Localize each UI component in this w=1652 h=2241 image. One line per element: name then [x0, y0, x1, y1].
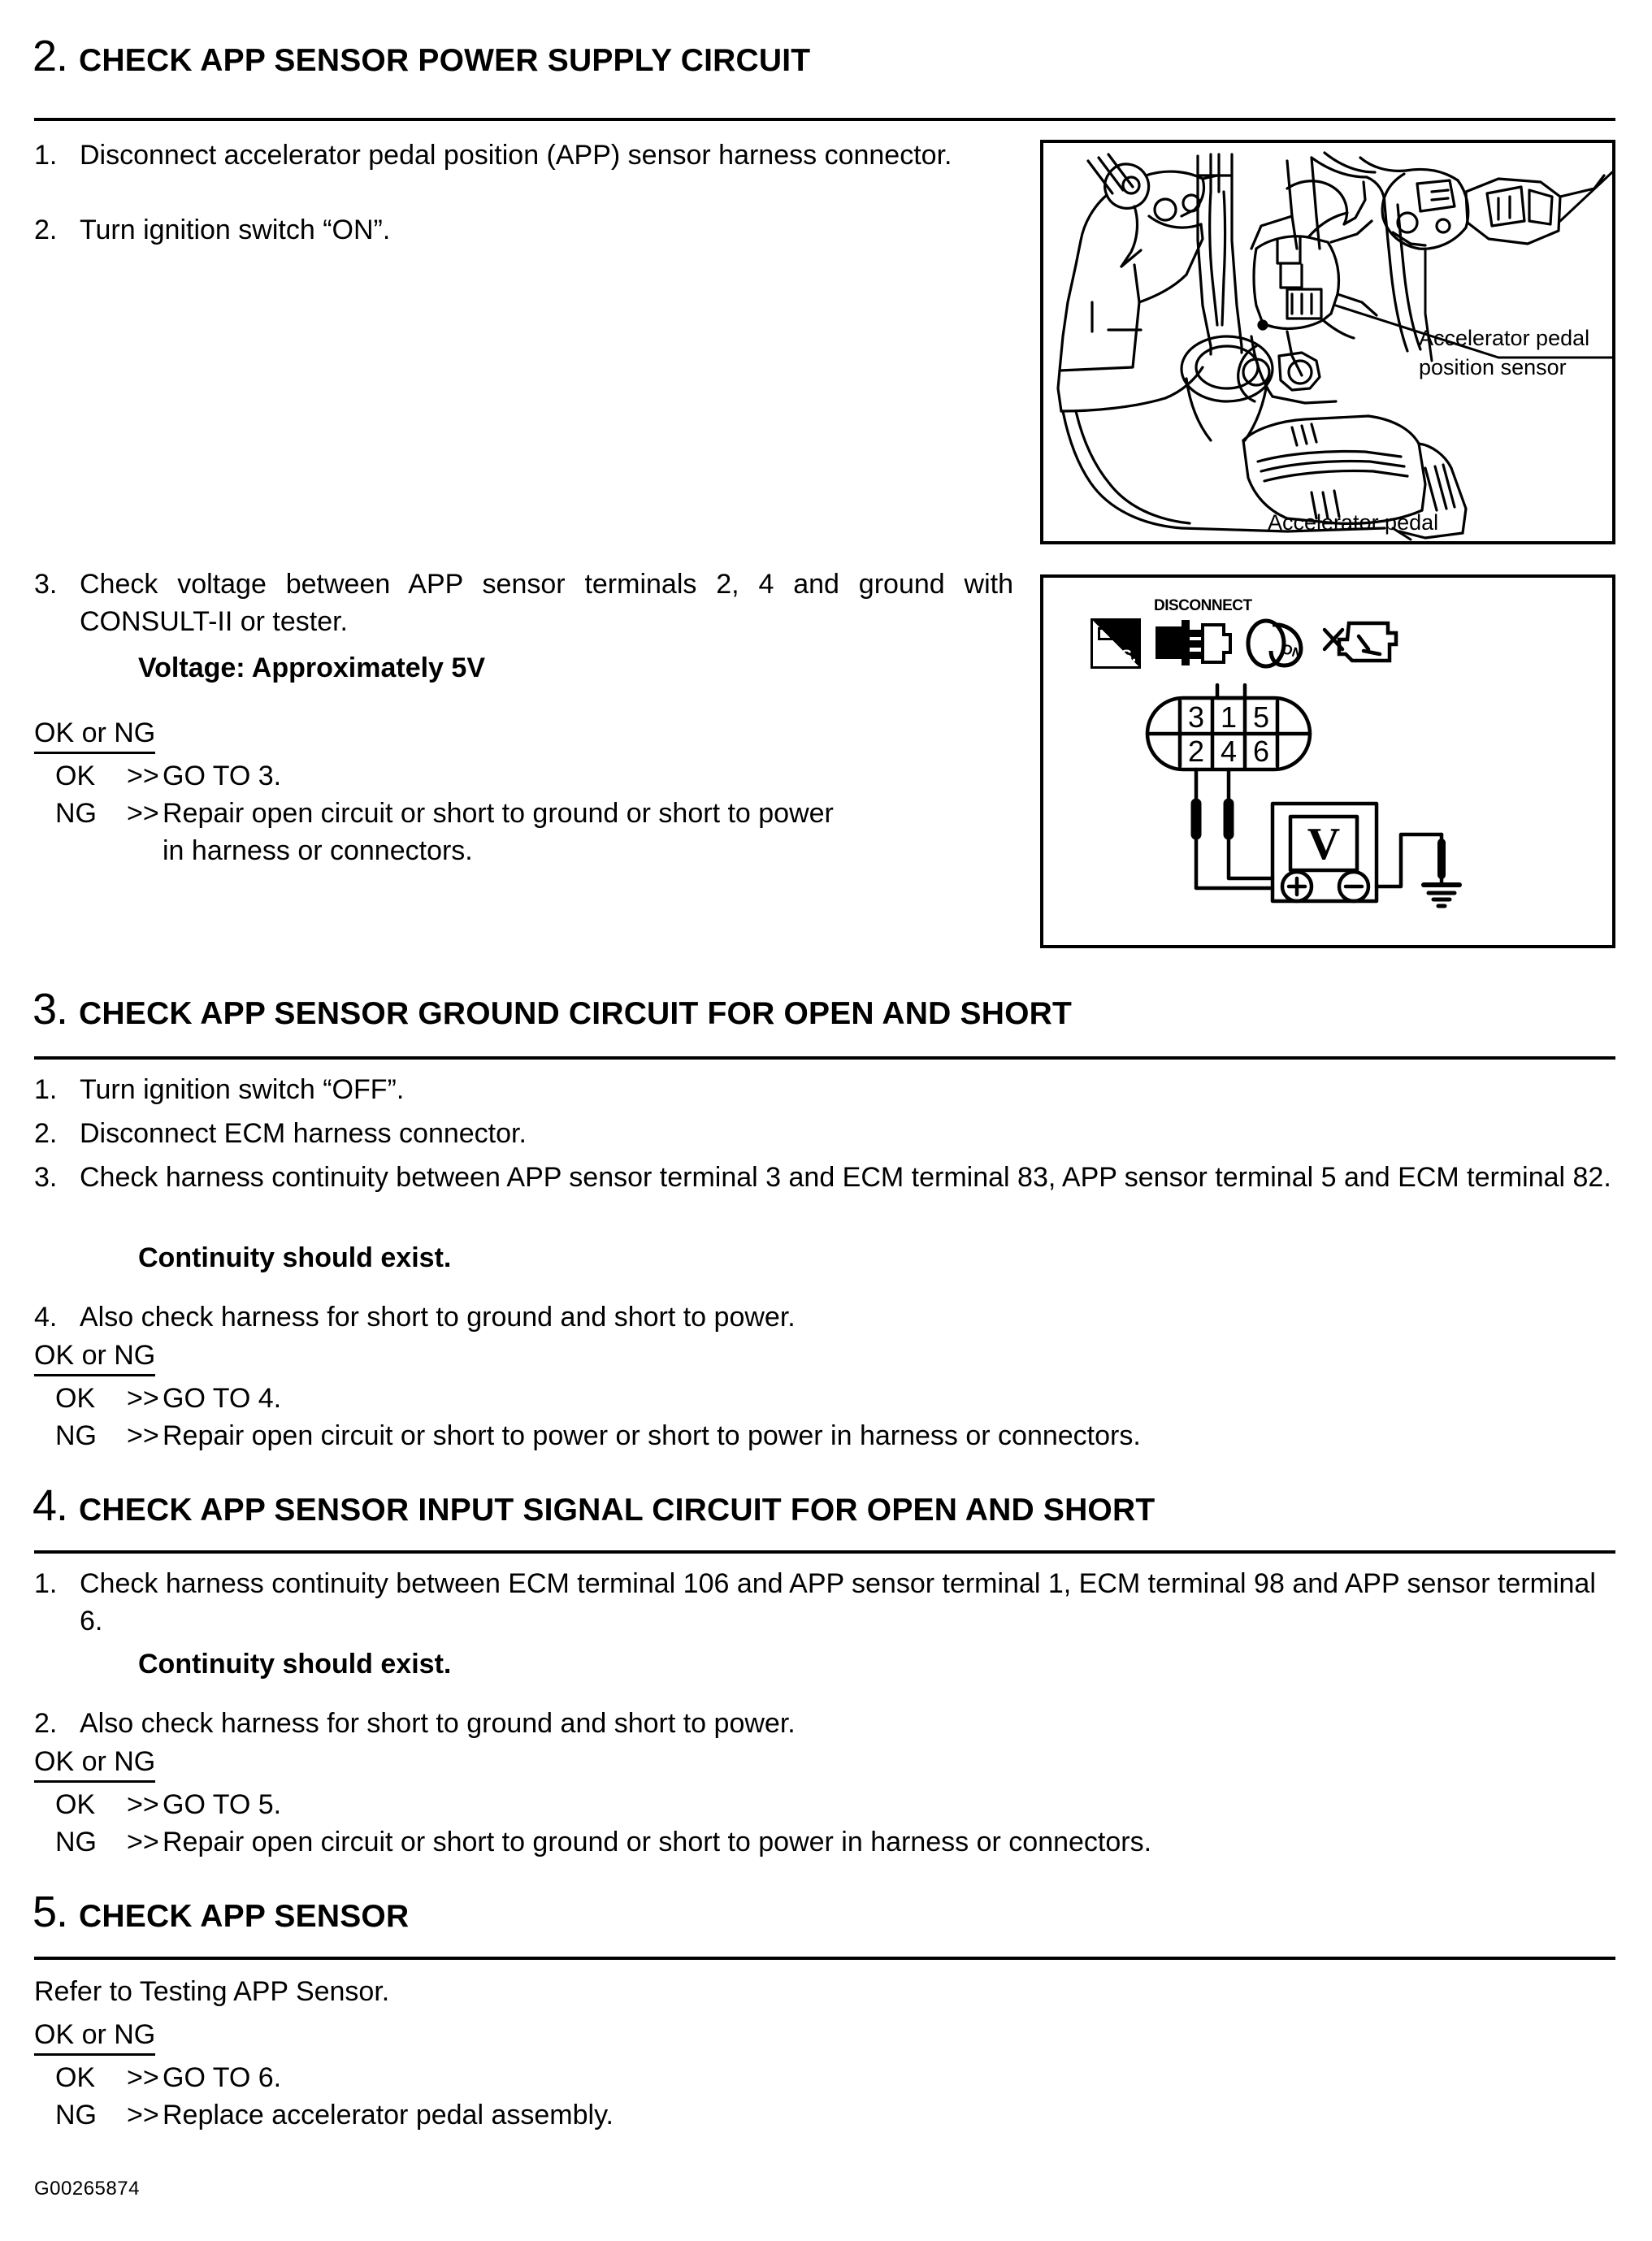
okng-result-row [55, 2059, 1030, 2096]
ts-label: T.S. [1108, 647, 1136, 665]
okng-label: OK or NG [34, 2018, 155, 2056]
section-rule-5 [34, 1957, 1615, 1960]
ignition-on-icon [1245, 618, 1308, 669]
section-rule-2 [34, 118, 1615, 121]
step-item [34, 1298, 1578, 1336]
step-text: Check voltage between APP sensor terminals 2, 4 and ground with CONSULT-II or tester. [80, 569, 1013, 637]
engine-off-icon [1321, 618, 1399, 669]
section-title: CHECK APP SENSOR INPUT SIGNAL CIRCUIT FOR OPEN AND SHORT [79, 1493, 1156, 1528]
section-heading-2 [33, 34, 810, 78]
result-tag: NG [55, 1827, 97, 1857]
section-number: 4. [33, 1481, 68, 1530]
terminal-tool-ts-icon [1090, 618, 1141, 669]
section-title: CHECK APP SENSOR [79, 1899, 410, 1934]
okng-result-row [55, 1380, 1030, 1417]
step-item [34, 211, 1009, 249]
section-heading-4 [33, 1481, 1156, 1530]
disconnect-label: DISCONNECT [1154, 597, 1252, 614]
svg-text:ON: ON [1279, 640, 1304, 662]
step-number: 2. [34, 1708, 58, 1739]
step-text: Disconnect accelerator pedal position (APP) sensor harness connector. [80, 140, 952, 171]
okng-result-row [55, 795, 1022, 832]
pin-1: 1 [1220, 700, 1238, 734]
result-arrow: >> [127, 1383, 159, 1414]
result-text: Repair open circuit or short to ground or short to power [163, 798, 834, 829]
section-number: 3. [33, 985, 68, 1034]
step-text: Disconnect ECM harness connector. [80, 1118, 527, 1149]
step-number: 4. [34, 1302, 58, 1333]
pin-4: 4 [1220, 735, 1238, 768]
result-text: Repair open circuit or short to ground or short to power in harness or connectors. [163, 1827, 1152, 1857]
step-text: Turn ignition switch “OFF”. [80, 1074, 405, 1105]
okng-result-row [55, 1417, 1583, 1454]
section-number: 5. [33, 1888, 68, 1936]
result-text: GO TO 6. [163, 2062, 282, 2093]
result-arrow: >> [127, 1827, 159, 1857]
result-text: Repair open circuit or short to power or short to power in harness or connectors. [163, 1420, 1141, 1451]
section-rule-3 [34, 1056, 1615, 1060]
plug-glyph [1098, 627, 1117, 640]
step-text: Check harness continuity between ECM terminal 106 and APP sensor terminal 1, ECM terminal 98 and APP sensor terminal 6. [80, 1568, 1596, 1636]
step-number: 2. [34, 1118, 58, 1149]
step-number: 1. [34, 1074, 58, 1105]
result-text: GO TO 5. [163, 1789, 282, 1820]
result-tag: OK [55, 1789, 96, 1820]
okng-heading [34, 2018, 155, 2056]
voltage-measurement-figure [1040, 574, 1615, 948]
result-arrow: >> [127, 761, 159, 791]
document-footer-code: G00265874 [34, 2178, 140, 2200]
voltmeter-label: V [1307, 819, 1341, 869]
step-text: Turn ignition switch “ON”. [80, 215, 391, 245]
okng-result-row [55, 757, 1014, 795]
result-arrow: >> [127, 1789, 159, 1820]
result-tag: OK [55, 761, 96, 791]
sensor-callout-line2: position sensor [1419, 355, 1567, 379]
sensor-callout-label [1419, 323, 1614, 382]
result-text: GO TO 3. [163, 761, 282, 791]
okng-result-row [55, 1786, 1030, 1823]
step-number: 3. [34, 569, 58, 600]
result-arrow: >> [127, 1420, 159, 1451]
okng-label: OK or NG [34, 717, 155, 754]
result-tag: NG [55, 1420, 97, 1451]
result-tag: NG [55, 798, 97, 829]
step-item [34, 566, 1013, 640]
pin-3: 3 [1187, 700, 1205, 734]
section-rule-4 [34, 1550, 1615, 1554]
result-text: Replace accelerator pedal assembly. [163, 2100, 614, 2130]
section-heading-3 [33, 985, 1073, 1034]
section-title: CHECK APP SENSOR POWER SUPPLY CIRCUIT [79, 43, 811, 78]
figure-icon-row [1090, 597, 1399, 669]
okng-label: OK or NG [34, 1745, 155, 1783]
okng-heading [34, 1745, 155, 1783]
section-intro-text: Refer to Testing APP Sensor. [34, 1976, 390, 2007]
step-item [34, 1565, 1619, 1640]
disconnect-icon [1154, 597, 1252, 669]
result-arrow: >> [127, 798, 159, 829]
okng-result-row [55, 1823, 1583, 1861]
step-number: 1. [34, 1568, 58, 1599]
section-heading-5 [33, 1890, 409, 1934]
voltage-spec: Voltage: Approximately 5V [138, 652, 485, 683]
pin-5: 5 [1252, 700, 1270, 734]
okng-label: OK or NG [34, 1339, 155, 1376]
section-title: CHECK APP SENSOR GROUND CIRCUIT FOR OPEN AND SHORT [79, 996, 1073, 1031]
disconnect-glyph [1154, 618, 1232, 669]
continuity-spec: Continuity should exist. [138, 1242, 452, 1273]
pin-2: 2 [1187, 735, 1205, 768]
pin-6: 6 [1252, 735, 1270, 768]
step-item [34, 1071, 1578, 1108]
step-item [34, 137, 1009, 174]
step-text: Check harness continuity between APP sensor terminal 3 and ECM terminal 83, APP sensor terminal 5 and ECM terminal 82. [80, 1162, 1611, 1193]
step-text: Also check harness for short to ground and short to power. [80, 1708, 796, 1739]
result-tag: OK [55, 2062, 96, 2093]
okng-heading [34, 1339, 155, 1376]
step-number: 1. [34, 140, 58, 171]
sensor-callout-line1: Accelerator pedal [1419, 326, 1590, 350]
result-arrow: >> [127, 2100, 159, 2130]
section-number: 2. [33, 32, 68, 80]
okng-result-row [55, 2096, 1193, 2134]
result-arrow: >> [127, 2062, 159, 2093]
continuity-spec: Continuity should exist. [138, 1649, 452, 1680]
result-tag: NG [55, 2100, 97, 2130]
voltage-schematic [1043, 683, 1612, 943]
result-text: GO TO 4. [163, 1383, 282, 1414]
step-item [34, 1159, 1619, 1196]
step-number: 3. [34, 1162, 58, 1193]
step-text: Also check harness for short to ground and short to power. [80, 1302, 796, 1333]
okng-heading [34, 717, 155, 754]
result-tag: OK [55, 1383, 96, 1414]
step-number: 2. [34, 215, 58, 245]
okng-result-continuation: in harness or connectors. [163, 835, 473, 866]
step-item [34, 1705, 1578, 1742]
step-item [34, 1115, 1578, 1152]
accelerator-pedal-figure [1040, 140, 1615, 544]
pedal-callout-label: Accelerator pedal [1268, 510, 1439, 535]
